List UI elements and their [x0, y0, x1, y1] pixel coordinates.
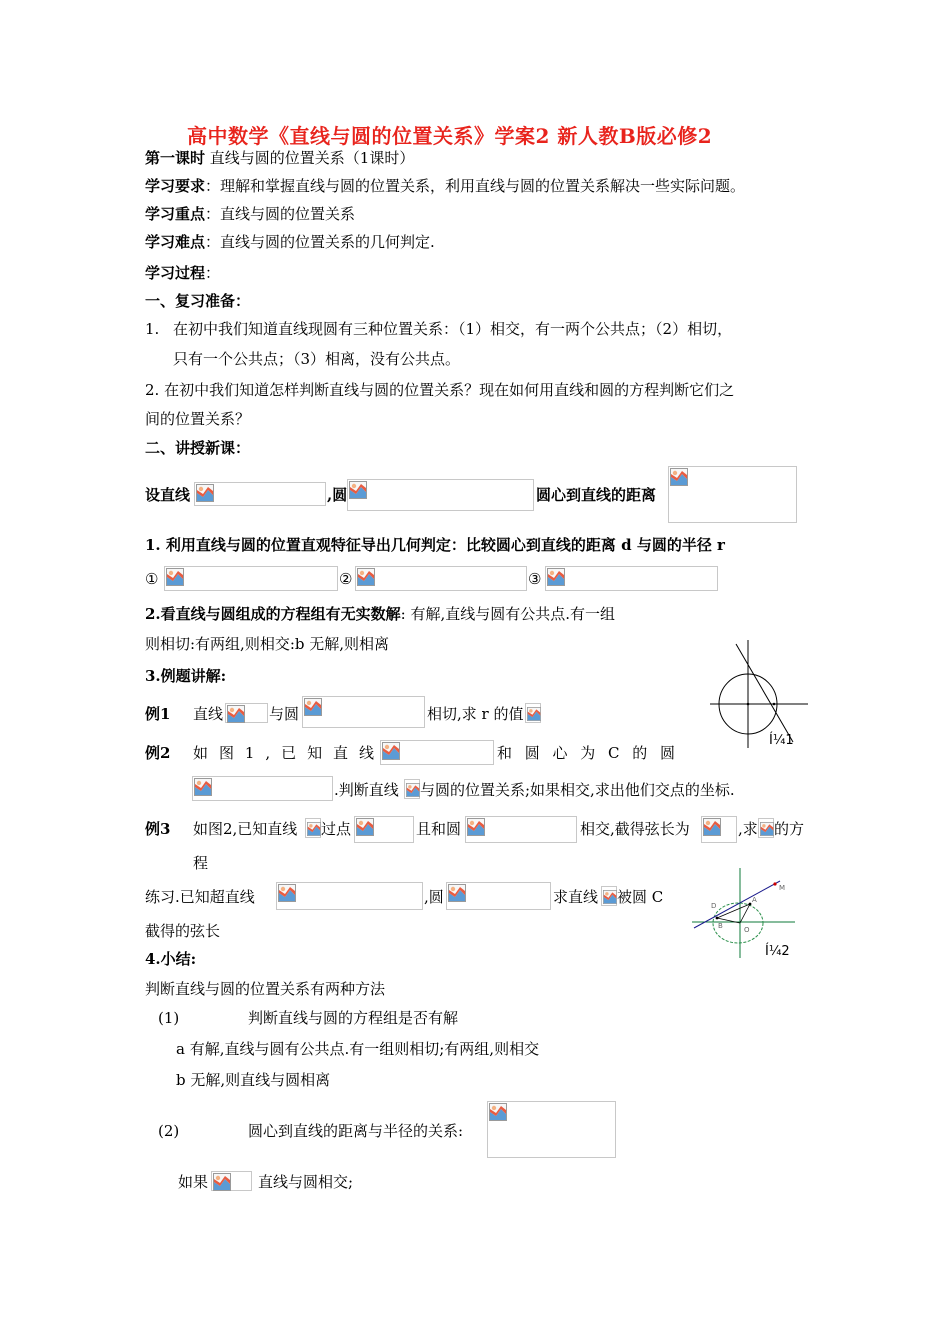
example2-text-c: .判断直线 — [334, 781, 399, 799]
example3-text-c: 且和圆 — [416, 820, 462, 838]
process-text: ： — [205, 264, 221, 282]
example1-text-b: 与圆 — [269, 705, 300, 723]
spread-char: 1 — [244, 744, 255, 762]
example1-text-a: 直线 — [193, 705, 224, 723]
algebraic-criterion-title: 2.看直线与圆组成的方程组有无实数解 — [145, 605, 401, 623]
example2-text-a — [193, 743, 374, 763]
formula-distance-image — [668, 466, 797, 523]
ex2-line-image — [380, 740, 494, 765]
examples-heading: 3.例题讲解: — [145, 667, 227, 685]
practice-text-d: 被圆 C — [617, 888, 664, 906]
example1-text-c: 相切,求 r 的值 — [427, 705, 524, 723]
page-title: 高中数学《直线与圆的位置关系》学案2 新人教B版必修2 — [187, 124, 713, 148]
review-item2-line2: 间的位置关系？ — [145, 410, 251, 428]
broken-image-icon — [603, 888, 617, 906]
fig2-label-o: O — [744, 926, 750, 934]
difficulty-line — [145, 232, 435, 252]
practice-text-a: 练习.已知超直线 — [145, 888, 255, 906]
method2-text: 圆心到直线的距离与半径的关系: — [248, 1122, 464, 1140]
practice-circle-image — [446, 882, 551, 910]
method2-formula-image — [487, 1101, 616, 1158]
figure2-label: Í¼2 — [765, 944, 790, 959]
review-item1-line2: 只有一个公共点；（3）相离，没有公共点。 — [173, 350, 461, 368]
summary-heading: 4.小结: — [145, 950, 197, 968]
difficulty-text: ：直线与圆的位置关系的几何判定. — [205, 233, 435, 251]
fig2-label-m: M — [779, 884, 786, 892]
spread-char: 的 — [632, 744, 648, 762]
broken-image-icon — [304, 698, 322, 716]
spread-char: 圆 — [524, 744, 540, 762]
broken-image-icon — [489, 1103, 507, 1121]
example3-text-f: 的方 — [774, 820, 805, 838]
requirements-line — [145, 176, 745, 196]
algebraic-criterion-line2: 则相切:有两组,则相交:b 无解,则相离 — [145, 635, 390, 653]
ex3-l2-image — [758, 818, 774, 838]
broken-image-icon — [357, 568, 375, 586]
method2-then: 直线与圆相交; — [258, 1173, 354, 1191]
practice-text-c: 求直线 — [553, 888, 599, 906]
spread-char: 心 — [552, 744, 568, 762]
spread-char: , — [265, 744, 271, 762]
broken-image-icon — [670, 468, 688, 486]
key-points-text: ：直线与圆的位置关系 — [205, 205, 356, 223]
summary-intro: 判断直线与圆的位置关系有两种方法 — [145, 980, 386, 998]
broken-image-icon — [349, 481, 367, 499]
geometric-criterion: 1. 利用直线与圆的位置直观特征导出几何判定：比较圆心到直线的距离 d 与圆的半径 r — [145, 536, 725, 554]
broken-image-icon — [307, 820, 321, 838]
method2-if: 如果 — [178, 1173, 209, 1191]
fig2-label-a: A — [752, 896, 757, 904]
requirements-text: ：理解和掌握直线与圆的位置关系，利用直线与圆的位置关系解决一些实际问题。 — [205, 177, 746, 195]
broken-image-icon — [227, 705, 245, 723]
example3-label: 例3 — [145, 820, 171, 838]
practice-text-e: 截得的弦长 — [145, 922, 221, 940]
difficulty-label: 学习难点 — [145, 233, 206, 251]
broken-image-icon — [406, 781, 420, 799]
case3-marker: ③ — [528, 570, 542, 588]
spread-char: 图 — [218, 744, 234, 762]
setup-line-label: 设直线 — [145, 486, 191, 504]
spread-char: C — [608, 744, 620, 762]
method1-num: (1) — [158, 1009, 180, 1027]
ex3-point-image — [354, 816, 414, 843]
spread-char: 如 — [193, 744, 209, 762]
section1-heading: 一、复习准备： — [145, 292, 251, 310]
spread-char: 和 — [497, 744, 513, 762]
practice-text-b: ,圆 — [424, 888, 444, 906]
spread-char: 圆 — [659, 744, 675, 762]
spread-char: 线 — [358, 744, 374, 762]
case1-marker: ① — [145, 570, 159, 588]
fig2-label-d: D — [711, 902, 717, 910]
key-points-label: 学习重点 — [145, 205, 206, 223]
case3-formula-image — [545, 566, 718, 591]
broken-image-icon — [382, 742, 400, 760]
example2-label: 例2 — [145, 744, 171, 762]
ex2-circle-image — [192, 776, 333, 801]
broken-image-icon — [760, 820, 774, 838]
ex3-circle-image — [465, 816, 577, 843]
case2-marker: ② — [339, 570, 353, 588]
spread-char: 直 — [333, 744, 349, 762]
spread-char: 为 — [580, 744, 596, 762]
example1-label: 例1 — [145, 705, 171, 723]
broken-image-icon — [166, 568, 184, 586]
broken-image-icon — [213, 1173, 231, 1191]
ex3-l-image — [305, 818, 321, 838]
algebraic-criterion-text: : 有解,直线与圆有公共点.有一组 — [400, 605, 616, 623]
broken-image-icon — [703, 818, 721, 836]
example2-text-d: 与圆的位置关系;如果相交,求出他们交点的坐标. — [420, 781, 735, 799]
lesson-label: 第一课时 — [145, 149, 206, 167]
example3-text-a: 如图2,已知直线 — [193, 820, 298, 838]
spread-char: 已 — [281, 744, 297, 762]
fig2-label-b: B — [718, 922, 723, 930]
practice-l-image — [601, 886, 617, 906]
review-item1-line1: 在初中我们知道直线现圆有三种位置关系：（1）相交，有一两个公共点；（2）相切， — [173, 320, 733, 338]
broken-image-icon — [547, 568, 565, 586]
case2-formula-image — [355, 566, 527, 591]
ex1-circle-image — [302, 696, 425, 728]
review-item2-line1: 2. 在初中我们知道怎样判断直线与圆的位置关系？现在如何用直线和圆的方程判断它们之 — [145, 381, 735, 399]
practice-line-image — [276, 882, 423, 910]
method2-num: (2) — [158, 1122, 180, 1140]
setup-circle-label: ,圆 — [327, 486, 348, 504]
broken-image-icon — [278, 884, 296, 902]
method1-case-b: b 无解,则直线与圆相离 — [176, 1071, 331, 1089]
example3-text-b: 过点 — [321, 820, 352, 838]
method1-text: 判断直线与圆的方程组是否有解 — [248, 1009, 459, 1027]
review-item1-num: 1. — [145, 320, 160, 338]
formula-line-image — [194, 482, 326, 506]
broken-image-icon — [467, 818, 485, 836]
example3-text-e: ,求 — [738, 820, 758, 838]
broken-image-icon — [527, 705, 541, 723]
broken-image-icon — [448, 884, 466, 902]
example2-text-b — [497, 743, 675, 763]
broken-image-icon — [196, 484, 214, 502]
broken-image-icon — [356, 818, 374, 836]
case1-formula-image — [164, 566, 338, 591]
spread-char: 知 — [307, 744, 323, 762]
example3-text-g: 程 — [193, 854, 209, 872]
section2-heading: 二、讲授新课： — [145, 439, 251, 457]
requirements-label: 学习要求 — [145, 177, 206, 195]
method1-case-a: a 有解,直线与圆有公共点.有一组则相切;有两组,则相交 — [176, 1040, 540, 1058]
ex1-r-image — [525, 703, 541, 723]
process-label: 学习过程 — [145, 264, 206, 282]
method2-condition-image — [211, 1171, 252, 1191]
setup-distance-label: 圆心到直线的距离 — [536, 486, 657, 504]
key-points-line — [145, 204, 355, 224]
broken-image-icon — [194, 778, 212, 796]
ex2-l-image — [404, 779, 420, 799]
lesson-line — [145, 148, 414, 168]
formula-circle-image — [347, 479, 534, 511]
lesson-text: 直线与圆的位置关系（1课时） — [209, 149, 415, 167]
process-line — [145, 263, 220, 283]
algebraic-criterion — [145, 604, 615, 624]
ex3-chord-image — [701, 816, 737, 843]
figure1-label: Í¼1 — [769, 733, 794, 748]
ex1-line-image — [225, 703, 268, 723]
example3-text-d: 相交,截得弦长为 — [580, 820, 690, 838]
